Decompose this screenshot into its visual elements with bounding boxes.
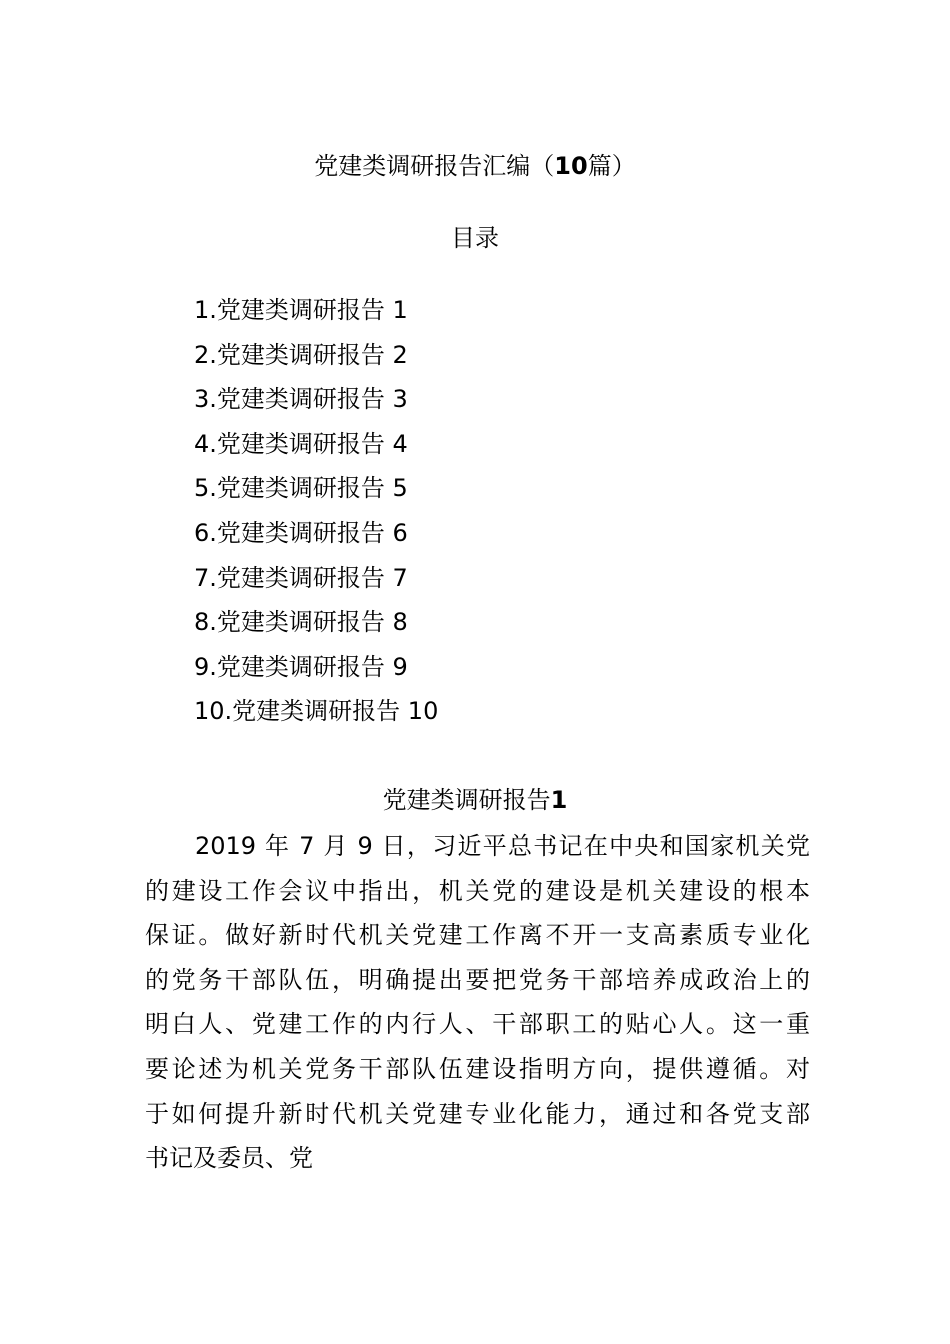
toc-item: 9.党建类调研报告 9 — [194, 652, 408, 681]
body-line: 书记及委员、党 — [145, 1144, 313, 1173]
toc-item: 3.党建类调研报告 3 — [194, 385, 408, 414]
toc-heading: 目录 — [451, 224, 499, 252]
document-title-prefix: 党建类调研报告汇编（ — [314, 152, 555, 180]
toc-item: 2.党建类调研报告 2 — [194, 340, 408, 369]
document-title-number: 10 — [554, 152, 588, 180]
toc-item: 8.党建类调研报告 8 — [194, 608, 408, 637]
toc-item: 4.党建类调研报告 4 — [194, 429, 408, 458]
document-title-suffix: 篇） — [587, 152, 636, 180]
body-paragraph — [145, 824, 810, 1181]
body-line: 要论述为机关党务干部队伍建设指明方向，提供遵循。对 — [145, 1054, 810, 1083]
toc-item: 6.党建类调研报告 6 — [194, 518, 408, 547]
document-title — [0, 146, 950, 186]
body-line: 的党务干部队伍，明确提出要把党务干部培养成政治上的 — [145, 965, 810, 994]
toc-item: 10.党建类调研报告 10 — [194, 697, 439, 726]
section-title-text: 党建类调研报告 — [382, 786, 551, 814]
toc-item: 7.党建类调研报告 7 — [194, 563, 408, 592]
body-line: 于如何提升新时代机关党建专业化能力，通过和各党支部 — [145, 1099, 810, 1128]
body-line: 的建设工作会议中指出，机关党的建设是机关建设的根本 — [145, 876, 810, 905]
body-line: 明白人、党建工作的内行人、干部职工的贴心人。这一重 — [145, 1010, 810, 1039]
section-title-number: 1 — [550, 786, 568, 814]
body-line: 2019 年 7 月 9 日，习近平总书记在中央和国家机关党 — [195, 832, 810, 860]
section-title — [0, 780, 950, 820]
table-of-contents — [194, 288, 438, 734]
body-line: 保证。做好新时代机关党建工作离不开一支高素质专业化 — [145, 921, 810, 950]
toc-item: 5.党建类调研报告 5 — [194, 474, 408, 503]
toc-item: 1.党建类调研报告 1 — [194, 296, 408, 324]
